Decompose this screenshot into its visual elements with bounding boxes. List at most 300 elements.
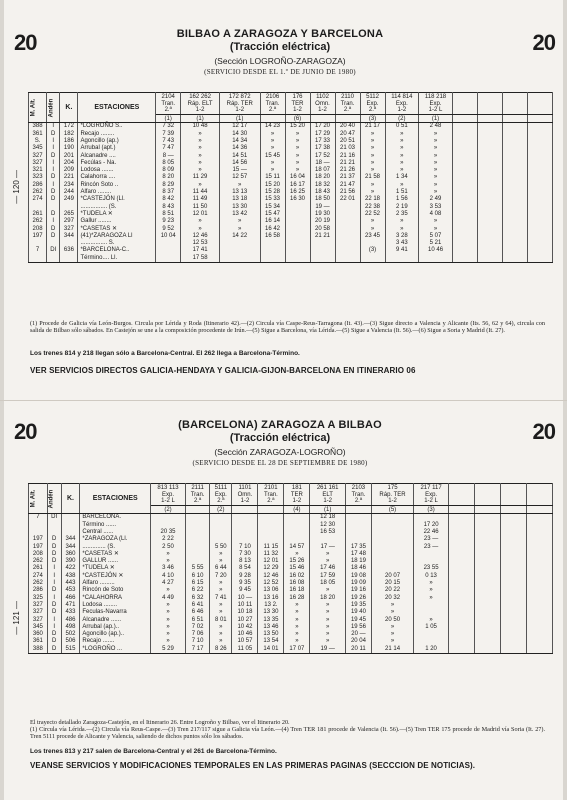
km: 344 <box>61 536 80 543</box>
altitude: 323 <box>29 174 47 181</box>
time-cell: » <box>210 638 232 645</box>
train-header <box>219 93 260 115</box>
time-cell <box>385 255 419 263</box>
empty-cell <box>449 565 475 572</box>
time-cell: 6 51 <box>185 617 209 624</box>
time-cell: » <box>360 182 385 189</box>
train-header <box>285 93 310 115</box>
empty-cell <box>526 595 552 602</box>
train-number: 114 814 <box>391 94 413 100</box>
time-cell <box>284 529 310 536</box>
train-type: Tran. <box>340 100 355 107</box>
km: 344 <box>60 233 78 240</box>
empty-cell <box>449 631 475 638</box>
empty-cell <box>502 138 527 145</box>
empty-cell <box>452 145 477 152</box>
empty-cell <box>452 138 477 145</box>
empty-cell <box>475 638 501 645</box>
time-cell: 8 — <box>156 153 181 160</box>
time-cell: » <box>219 182 260 189</box>
altitude <box>29 240 47 247</box>
time-cell: 8 26 <box>210 646 232 654</box>
time-cell: » <box>285 138 310 145</box>
empty-cell <box>526 638 552 645</box>
empty-cell <box>527 255 552 263</box>
empty-cell <box>527 145 552 152</box>
table-row <box>29 595 553 602</box>
table-row <box>29 247 553 254</box>
altitude: 197 <box>29 536 48 543</box>
altitude: 262 <box>29 189 47 196</box>
train-header <box>151 484 186 506</box>
time-cell: 0 13 <box>414 573 449 580</box>
empty-cell <box>475 595 501 602</box>
empty-cell <box>452 204 477 211</box>
time-cell: » <box>419 167 453 174</box>
train-type: Exp. <box>429 100 442 107</box>
time-cell: 13 06 <box>258 587 284 594</box>
time-cell: » <box>151 624 186 631</box>
time-cell: » <box>310 551 346 558</box>
time-cell: 16 14 <box>260 218 285 225</box>
empty-cell <box>477 211 502 218</box>
time-cell: 2 19 <box>385 204 419 211</box>
empty-cell <box>526 551 552 558</box>
station-name: *TUDELA ✕ <box>80 565 151 572</box>
time-cell: 20 35 <box>151 529 186 536</box>
time-cell <box>156 240 181 247</box>
empty-cell <box>526 544 552 551</box>
time-cell: » <box>414 617 449 624</box>
station-name: *CASTEJÓN ✕ <box>80 573 151 580</box>
empty-cell <box>452 160 477 167</box>
empty-cell <box>500 617 526 624</box>
itinerary-number-right: 20 <box>532 30 555 55</box>
time-cell: 4 49 <box>151 595 186 602</box>
empty-cell <box>477 123 502 131</box>
empty-cell <box>475 580 501 587</box>
altitude: 274 <box>29 196 47 203</box>
empty-cell <box>526 631 552 638</box>
time-cell: 1 34 <box>385 174 419 181</box>
empty-cell <box>452 189 477 196</box>
time-cell: » <box>284 617 310 624</box>
time-cell <box>285 226 310 233</box>
time-cell: 7 17 <box>185 646 209 654</box>
time-cell <box>219 247 260 254</box>
time-cell: 8 42 <box>156 196 181 203</box>
time-cell: » <box>151 638 186 645</box>
train-class: 1-2 <box>397 107 407 114</box>
time-cell: » <box>385 182 419 189</box>
platform: DI <box>47 247 60 254</box>
platform <box>47 255 60 263</box>
time-cell: 12 46 <box>258 573 284 580</box>
train-class: 1-2 <box>292 498 302 505</box>
time-cell: 9 41 <box>385 247 419 254</box>
time-cell: » <box>385 138 419 145</box>
station-name: Lodosa ....... <box>78 167 156 174</box>
empty-cell <box>475 573 501 580</box>
train-class: 1-2 L <box>161 498 175 505</box>
time-cell: » <box>284 631 310 638</box>
empty-cell <box>502 204 527 211</box>
time-cell <box>414 638 449 645</box>
time-cell: 18 19 <box>345 558 371 565</box>
time-cell: » <box>260 160 285 167</box>
altitude: 327 <box>29 602 48 609</box>
station-name: *ZARAGOZA (Ll. <box>80 536 151 543</box>
time-cell: 20 15 <box>371 580 413 587</box>
empty-column <box>500 505 526 514</box>
time-cell: » <box>385 218 419 225</box>
empty-cell <box>477 145 502 152</box>
time-cell: » <box>419 160 453 167</box>
time-cell: 9 23 <box>156 218 181 225</box>
empty-column <box>526 484 552 506</box>
altitude <box>29 255 47 263</box>
time-cell: » <box>284 551 310 558</box>
timetable <box>28 92 553 263</box>
empty-cell <box>477 174 502 181</box>
time-cell: 18 50 <box>310 196 335 203</box>
empty-cell <box>527 226 552 233</box>
time-cell: 9 45 <box>232 587 258 594</box>
time-cell: » <box>310 624 346 631</box>
empty-column <box>500 484 526 506</box>
time-cell: 6 10 <box>185 573 209 580</box>
train-header <box>210 484 232 506</box>
time-cell: 10 46 <box>419 247 453 254</box>
time-cell: » <box>310 609 346 616</box>
time-cell: 14 30 <box>219 131 260 138</box>
time-cell: 23 — <box>414 544 449 551</box>
altitude: 197 <box>29 544 48 551</box>
km: 221 <box>60 174 78 181</box>
time-cell: 19 — <box>310 204 335 211</box>
altitude: 325 <box>29 595 48 602</box>
km: 201 <box>60 153 78 160</box>
train-note: (5) <box>371 505 413 514</box>
time-cell: 16 42 <box>260 226 285 233</box>
time-cell: 19 — <box>310 646 346 654</box>
train-number: 118 218 <box>424 94 447 100</box>
train-class: 2.ª <box>354 498 363 505</box>
time-cell: 16 28 <box>284 595 310 602</box>
time-cell: 8 29 <box>156 182 181 189</box>
altitude: 208 <box>29 551 48 558</box>
time-cell: 17 20 <box>414 522 449 529</box>
empty-cell <box>526 529 552 536</box>
train-class: 2.ª <box>267 498 275 505</box>
time-cell <box>414 602 449 609</box>
time-cell <box>285 233 310 240</box>
time-cell: 16 53 <box>310 529 346 536</box>
time-cell: » <box>371 638 413 645</box>
time-cell: 11 29 <box>181 174 220 181</box>
empty-column <box>477 93 502 115</box>
empty-cell <box>526 624 552 631</box>
time-cell: 20 47 <box>335 131 360 138</box>
time-cell: 10 04 <box>156 233 181 240</box>
altitude: 321 <box>29 167 47 174</box>
time-cell: 10 46 <box>232 631 258 638</box>
time-cell: » <box>210 609 232 616</box>
time-cell: » <box>181 218 220 225</box>
km: 498 <box>61 624 80 631</box>
itinerary-number-left: 20 <box>14 419 37 444</box>
time-cell: » <box>181 138 220 145</box>
station-name: Fecúlas - Na. <box>78 160 156 167</box>
stations-header: ESTACIONES <box>78 93 156 123</box>
time-cell: » <box>285 167 310 174</box>
train-class: 1-2 <box>323 498 333 505</box>
km: 360 <box>61 551 80 558</box>
time-cell <box>210 536 232 543</box>
time-cell: » <box>260 131 285 138</box>
time-cell <box>258 514 284 522</box>
time-cell: 15 47 <box>260 211 285 218</box>
time-cell: 12 01 <box>258 558 284 565</box>
time-cell: 13 16 <box>258 595 284 602</box>
time-cell: » <box>385 167 419 174</box>
empty-cell <box>477 138 502 145</box>
empty-cell <box>449 624 475 631</box>
empty-cell <box>502 131 527 138</box>
time-cell: 15 28 <box>260 189 285 196</box>
time-cell: 21 21 <box>310 233 335 240</box>
empty-cell <box>526 609 552 616</box>
km: 172 <box>60 123 78 131</box>
time-cell: 9 35 <box>232 580 258 587</box>
empty-cell <box>526 580 552 587</box>
time-cell: 20 11 <box>345 646 371 654</box>
train-note <box>345 505 371 514</box>
time-cell: » <box>360 226 385 233</box>
time-cell: 0 51 <box>385 123 419 131</box>
empty-cell <box>452 196 477 203</box>
platform: D <box>47 544 61 551</box>
empty-cell <box>500 536 526 543</box>
time-cell: 19 56 <box>345 624 371 631</box>
platform <box>47 522 61 529</box>
time-cell: 17 20 <box>310 123 335 131</box>
station-name: Rincón Soto .. <box>78 182 156 189</box>
station-name: *BARCELONA-C.. <box>78 247 156 254</box>
time-cell: » <box>151 609 186 616</box>
time-cell: » <box>260 167 285 174</box>
time-cell: » <box>360 138 385 145</box>
train-number: 5111 <box>214 485 228 491</box>
empty-cell <box>452 233 477 240</box>
empty-column <box>502 114 527 123</box>
altitude: S. <box>29 138 47 145</box>
altitude <box>29 529 48 536</box>
time-cell: 22 01 <box>335 196 360 203</box>
train-type: Tran. <box>351 491 366 498</box>
time-cell: 14 56 <box>219 160 260 167</box>
km: 249 <box>60 196 78 203</box>
time-cell: 1 51 <box>385 189 419 196</box>
platform: D <box>47 174 60 181</box>
empty-cell <box>449 573 475 580</box>
time-cell: » <box>210 580 232 587</box>
route-section: (Sección ZARAGOZA-LOGROÑO) <box>214 447 346 457</box>
timetable <box>28 483 553 654</box>
time-cell: » <box>360 131 385 138</box>
time-cell: 1 56 <box>385 196 419 203</box>
platform-header: Andén <box>47 93 60 123</box>
table-row <box>29 233 553 240</box>
altitude: 261 <box>29 211 47 218</box>
time-cell <box>210 529 232 536</box>
platform: D <box>47 536 61 543</box>
table-row <box>29 631 553 638</box>
km: 182 <box>60 131 78 138</box>
time-cell: 12 53 <box>181 240 220 247</box>
time-cell <box>335 233 360 240</box>
empty-cell <box>449 646 475 654</box>
time-cell: » <box>419 182 453 189</box>
time-cell: 7 06 <box>185 631 209 638</box>
itinerary-number-right: 20 <box>532 419 555 444</box>
empty-cell <box>526 558 552 565</box>
time-cell: » <box>360 167 385 174</box>
page-number: — 120 — <box>12 170 21 204</box>
altitude: 327 <box>29 160 47 167</box>
time-cell: 16 58 <box>260 233 285 240</box>
empty-cell <box>475 609 501 616</box>
empty-cell <box>527 174 552 181</box>
time-cell <box>260 255 285 263</box>
time-cell: 12 46 <box>181 233 220 240</box>
time-cell: 8 13 <box>232 558 258 565</box>
empty-cell <box>527 240 552 247</box>
km: 265 <box>60 211 78 218</box>
table-row <box>29 196 553 203</box>
time-cell: » <box>151 558 186 565</box>
altitude: 361 <box>29 638 48 645</box>
train-header <box>414 484 449 506</box>
time-cell <box>371 529 413 536</box>
time-cell: 6 41 <box>185 602 209 609</box>
train-type: Exp. <box>162 491 175 498</box>
time-cell <box>219 255 260 263</box>
time-cell: 10 57 <box>232 638 258 645</box>
time-cell: 21 21 <box>335 160 360 167</box>
empty-cell <box>449 609 475 616</box>
train-class: 1-2 <box>235 107 245 114</box>
table-row <box>29 565 553 572</box>
table-row <box>29 514 553 522</box>
time-cell <box>151 514 186 522</box>
altitude: 388 <box>29 123 47 131</box>
km: 297 <box>60 218 78 225</box>
time-cell <box>285 255 310 263</box>
km: 204 <box>60 160 78 167</box>
empty-cell <box>477 131 502 138</box>
time-cell: 21 58 <box>360 174 385 181</box>
time-cell <box>258 536 284 543</box>
time-cell <box>335 211 360 218</box>
train-type: Omn. <box>237 491 253 498</box>
empty-cell <box>449 551 475 558</box>
time-cell: 16 08 <box>284 580 310 587</box>
km-header: K. <box>60 93 78 123</box>
time-cell: 21 16 <box>335 153 360 160</box>
time-cell <box>285 218 310 225</box>
altitude: 345 <box>29 145 47 152</box>
terminal-note: Los trenes 813 y 217 salen de Barcelona-Central y el 261 de Barcelona-Término. <box>30 748 277 755</box>
time-cell: » <box>151 617 186 624</box>
time-cell: 2 50 <box>151 544 186 551</box>
station-name: *CASTEJÓN (Ll. <box>78 196 156 203</box>
train-header <box>335 93 360 115</box>
km: 209 <box>60 167 78 174</box>
train-type: Tran. <box>265 100 280 107</box>
time-cell: 19 26 <box>345 595 371 602</box>
footnotes: El trayecto detallado Zaragoza-Castejón, en el Itinerario 26. Entre Logroño y Bilbao, ver el Itinerario 20. (1) Circula vía Lérida.—(2) Circula vía Reus-Caspe.—(3) Tren 217/117 sigue a Galicia vía León.—(4) Tren TER 181 procede de Valencia (It. 56).—(5) Tren TER 175 procede de Madrid vía Soria (It. 27). Tren 5111 procede de Alicante y Valencia, saliendo de dichos puntos sólo los sábados. <box>30 719 545 741</box>
train-header <box>371 484 413 506</box>
time-cell: 4 27 <box>151 580 186 587</box>
time-cell: » <box>260 145 285 152</box>
table-row <box>29 573 553 580</box>
time-cell: » <box>360 218 385 225</box>
empty-cell <box>475 602 501 609</box>
route-title: (BARCELONA) ZARAGOZA A BILBAO <box>178 419 382 431</box>
empty-cell <box>527 160 552 167</box>
time-cell: 17 58 <box>181 255 220 263</box>
time-cell <box>360 255 385 263</box>
empty-cell <box>527 247 552 254</box>
empty-column <box>475 505 501 514</box>
altitude: 208 <box>29 226 47 233</box>
train-number: 172 872 <box>228 94 251 100</box>
time-cell <box>185 544 209 551</box>
time-cell: 21 17 <box>360 123 385 131</box>
station-name: (41)*ZARAGOZA Ll <box>78 233 156 240</box>
train-number: 2104 <box>161 94 175 100</box>
train-class: 1-2 L <box>428 107 443 114</box>
station-name: Alfaro ........ <box>78 189 156 196</box>
time-cell: 11 50 <box>181 204 220 211</box>
train-note <box>185 505 209 514</box>
empty-cell <box>527 196 552 203</box>
time-cell: 1 20 <box>414 646 449 654</box>
time-cell: » <box>181 160 220 167</box>
train-number: 1101 <box>238 485 252 491</box>
empty-cell <box>449 587 475 594</box>
time-cell: 17 41 <box>181 247 220 254</box>
train-note: (6) <box>285 114 310 123</box>
empty-cell <box>475 587 501 594</box>
time-cell <box>335 218 360 225</box>
empty-cell <box>527 204 552 211</box>
empty-cell <box>452 211 477 218</box>
time-cell: 6 32 <box>185 595 209 602</box>
train-type: TER <box>291 100 304 107</box>
time-cell: 7 10 <box>185 638 209 645</box>
empty-cell <box>500 522 526 529</box>
empty-cell <box>449 617 475 624</box>
time-cell <box>232 514 258 522</box>
km <box>61 529 80 536</box>
empty-cell <box>452 182 477 189</box>
time-cell: » <box>284 638 310 645</box>
empty-cell <box>452 240 477 247</box>
time-cell: 11 44 <box>181 189 220 196</box>
table-row <box>29 624 553 631</box>
